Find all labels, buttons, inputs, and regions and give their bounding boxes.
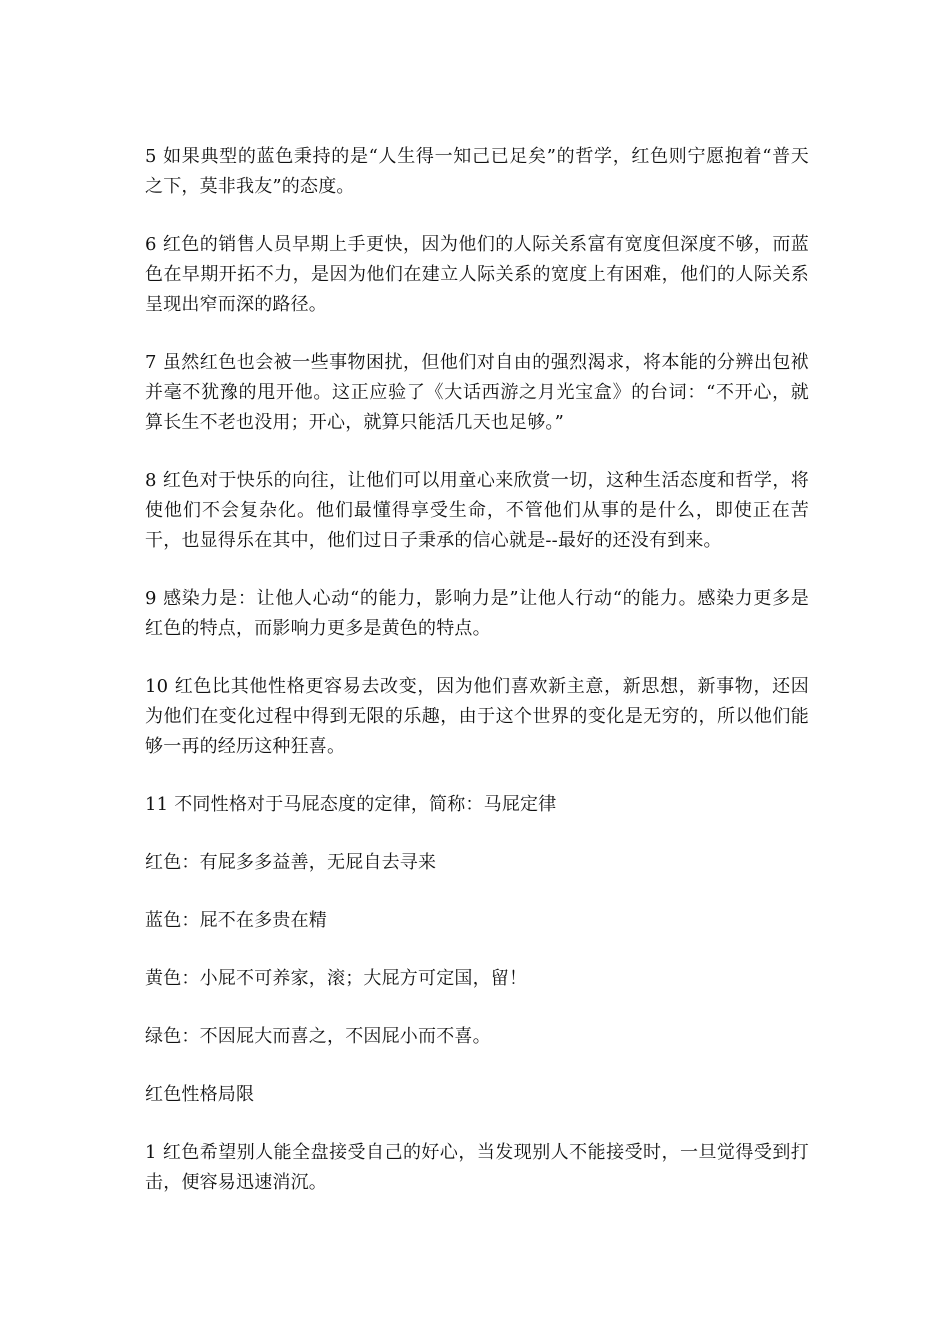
red-rule: 红色：有屁多多益善，无屁自去寻来 (145, 852, 437, 873)
yellow-rule: 黄色：小屁不可养家，滚；大屁方可定国，留！ (145, 968, 528, 989)
paragraph-9: 9 感染力是：让他人心动“的能力，影响力是”让他人行动“的能力。感染力更多是红色的特点，而影响力更多是黄色的特点。 (145, 588, 809, 639)
paragraph-5: 5 如果典型的蓝色秉持的是“人生得一知己已足矣”的哲学，红色则宁愿抱着“普天之下，莫非我友”的态度。 (145, 146, 809, 197)
section-heading: 红色性格局限 (145, 1084, 255, 1105)
paragraph-11: 11 不同性格对于马屁态度的定律，简称：马屁定律 (145, 794, 557, 815)
paragraph-7: 7 虽然红色也会被一些事物困扰，但他们对自由的强烈渴求，将本能的分辨出包袱并毫不犹豫的甩开他。这正应验了《大话西游之月光宝盒》的台词：“不开心，就算长生不老也没用；开心，就算只能活几天也足够。” (145, 352, 809, 433)
limitation-1: 1 红色希望别人能全盘接受自己的好心，当发现别人不能接受时，一旦觉得受到打击，便容易迅速消沉。 (145, 1142, 809, 1193)
document-body (145, 142, 809, 1226)
paragraph-10: 10 红色比其他性格更容易去改变，因为他们喜欢新主意，新思想，新事物，还因为他们在变化过程中得到无限的乐趣，由于这个世界的变化是无穷的，所以他们能够一再的经历这种狂喜。 (145, 676, 809, 757)
paragraph-6: 6 红色的销售人员早期上手更快，因为他们的人际关系富有宽度但深度不够，而蓝色在早期开拓不力，是因为他们在建立人际关系的宽度上有困难，他们的人际关系呈现出窄而深的路径。 (145, 234, 809, 315)
blue-rule: 蓝色：屁不在多贵在精 (145, 910, 327, 931)
green-rule: 绿色：不因屁大而喜之，不因屁小而不喜。 (145, 1026, 491, 1047)
paragraph-8: 8 红色对于快乐的向往，让他们可以用童心来欣赏一切，这种生活态度和哲学，将使他们不会复杂化。他们最懂得享受生命，不管他们从事的是什么，即使正在苦干，也显得乐在其中，他们过日子秉承的信心就是--最好的还没有到来。 (145, 470, 809, 551)
